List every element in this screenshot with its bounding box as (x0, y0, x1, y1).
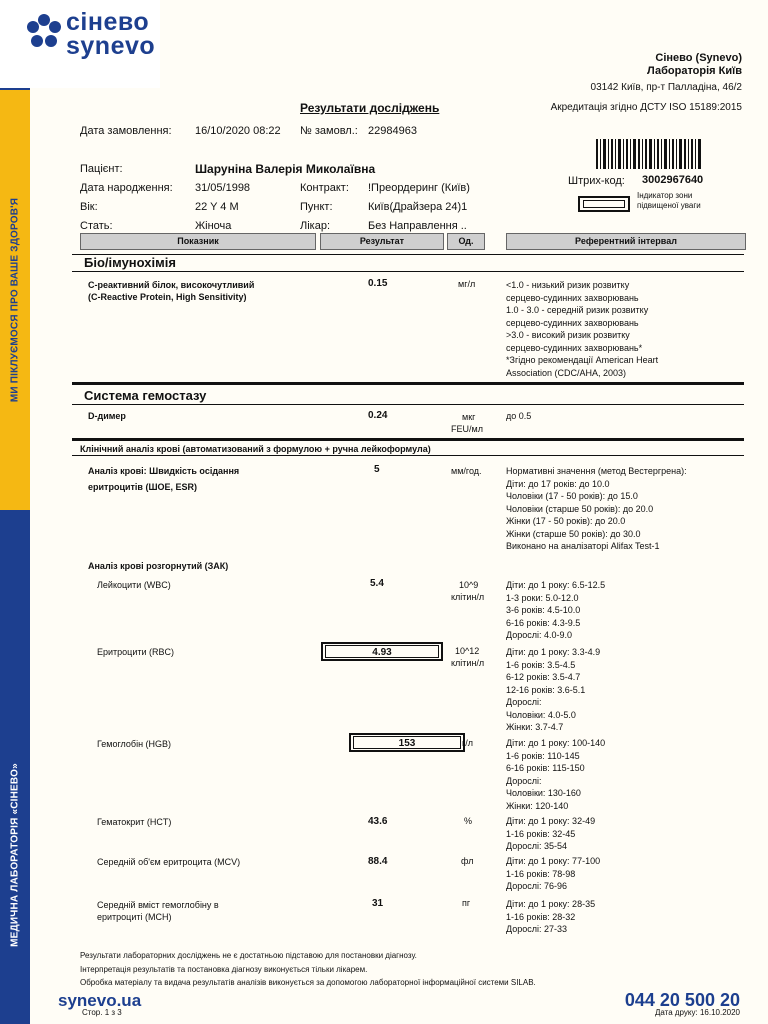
rbc-unit-1: 10^12 (455, 646, 480, 656)
footer-site[interactable]: synevo.ua (58, 991, 142, 1010)
section-divider (72, 404, 744, 405)
barcode-label: Штрих-код: (568, 175, 625, 187)
esr-name-2: еритроцитів (ШОЕ, ESR) (88, 482, 197, 492)
esr-reference: Нормативні значення (метод Вестергрена): Діти: до 17 років: до 10.0 Чоловіки (17 - 50 років): до 15.0 Чоловіки (старше 50 років): до 20.0 Жінки (17 - 50 років): до 20.0 Жінки (старше 50 років): до 30.0 Виконано на аналізаторі Alifax Test-1 (506, 466, 687, 551)
footer-page-number: Стор. 1 з 3 (82, 1008, 122, 1017)
esr-name-1: Аналіз крові: Швидкість осідання (88, 466, 240, 476)
mch-result: 31 (372, 898, 384, 909)
side-slogan: МИ ПІКЛУЄМОСЯ ПРО ВАШЕ ЗДОРОВ'Я (9, 197, 21, 403)
mch-unit: пг (462, 898, 471, 908)
sex-value: Жіноча (195, 220, 232, 232)
order-number-label: № замовл.: (300, 125, 358, 137)
section-divider (72, 382, 744, 385)
column-header-result: Результат (320, 233, 444, 250)
age-label: Вік: (80, 201, 98, 213)
rbc-name: Еритроцити (RBC) (97, 647, 174, 657)
order-date-label: Дата замовлення: (80, 125, 172, 137)
rbc-unit-2: клітин/л (451, 658, 485, 668)
patient-name: Шаруніна Валерія Миколаївна (195, 162, 376, 176)
birth-label: Дата народження: (80, 182, 173, 194)
order-number-value: 22984963 (368, 125, 417, 137)
barcode-number: 3002967640 (642, 174, 704, 186)
section-hemostasis-title: Система гемостазу (84, 388, 207, 403)
rbc-result-box (321, 642, 443, 661)
column-header-name: Показник (80, 233, 316, 250)
logo-text-latin: synevo (66, 32, 156, 60)
wbc-reference: Діти: до 1 року: 6.5-12.5 1-3 роки: 5.0-12.0 3-6 років: 4.5-10.0 6-16 років: 4.3-9.5 Дорослі: 4.0-9.0 (506, 580, 606, 640)
hgb-result-box (349, 733, 465, 752)
section-divider (72, 271, 744, 272)
section-bio-title: Біо/імунохімія (84, 255, 176, 270)
birth-value: 31/05/1998 (195, 182, 251, 194)
sex-label: Стать: (80, 220, 113, 232)
contract-value: !Преордеринг (Київ) (368, 182, 470, 194)
rbc-reference: Діти: до 1 року: 3.3-4.9 1-6 років: 3.5-4.5 6-12 років: 3.5-4.7 12-16 років: 3.6-5.1 Дорослі: Чоловіки: 4.0-5.0 Жінки: 3.7-4.7 (506, 647, 601, 732)
patient-label: Пацієнт: (80, 163, 123, 175)
side-lab-name: МЕДИЧНА ЛАБОРАТОРІЯ «СІНЕВО» (9, 763, 21, 947)
hct-unit: % (464, 816, 473, 826)
crp-reference: <1.0 - низький ризик розвитку серцево-судинних захворювань 1.0 - 3.0 - середній ризик розвитку серцево-судинних захворювань >3.0 - високий ризик розвитку серцево-судинних захворювань* *Згідно рекомендації American Heart Association (CDC/AHA, 2003) (506, 280, 659, 378)
page-title: Результати досліджень (300, 101, 440, 115)
hct-name: Гематокрит (HCT) (97, 817, 172, 827)
hgb-result: 153 (353, 736, 461, 749)
mcv-name: Середній об'єм еритроцита (MCV) (97, 857, 241, 867)
crp-unit: мг/л (458, 279, 476, 289)
wbc-unit-2: клітин/л (451, 592, 485, 602)
column-header-reference: Референтний інтервал (506, 233, 746, 250)
lab-accreditation: Акредитація згідно ДСТУ ISO 15189:2015 (550, 102, 742, 113)
indicator-caption-2: підвищеної уваги (637, 201, 701, 210)
column-header-unit: Од. (447, 233, 485, 250)
ddimer-unit-1: мкг (462, 412, 476, 422)
mch-reference: Діти: до 1 року: 28-35 1-16 років: 28-32 Дорослі: 27-33 (506, 899, 596, 934)
mcv-result: 88.4 (368, 856, 388, 867)
lab-address: 03142 Київ, пр-т Палладіна, 46/2 (590, 82, 742, 93)
ddimer-unit-2: FEU/мл (451, 424, 483, 434)
section-cbc-title: Клінічний аналіз крові (автоматизований з формулою + ручна лейкоформула) (80, 444, 431, 454)
hgb-reference: Діти: до 1 року: 100-140 1-6 років: 110-145 6-16 років: 115-150 Дорослі: Чоловіки: 130-160 Жінки: 120-140 (506, 738, 606, 811)
mcv-unit: фл (461, 856, 474, 866)
crp-name-2: (C-Reactive Protein, High Sensitivity) (88, 292, 247, 302)
esr-result: 5 (374, 464, 380, 475)
hgb-unit: г/л (462, 738, 474, 748)
point-value: Київ(Драйзера 24)1 (368, 201, 468, 213)
hgb-name: Гемоглобін (HGB) (97, 739, 172, 749)
point-label: Пункт: (300, 201, 333, 213)
section-divider (72, 455, 744, 456)
logo-text-cyrillic: сінево (66, 8, 150, 36)
footer-note-1: Результати лабораторних досліджень не є достатньою підставою для постановки діагнозу. (80, 951, 417, 960)
lab-branch: Лабораторія Київ (646, 65, 742, 77)
hct-reference: Діти: до 1 року: 32-49 1-16 років: 32-45 Дорослі: 35-54 (506, 816, 596, 851)
hct-result: 43.6 (368, 816, 388, 827)
wbc-unit-1: 10^9 (459, 580, 479, 590)
section-divider (72, 438, 744, 441)
logo (0, 0, 160, 88)
footer-phone[interactable]: 044 20 500 20 (624, 990, 740, 1010)
order-date-value: 16/10/2020 08:22 (195, 125, 281, 137)
doctor-value: Без Направлення .. (368, 220, 467, 232)
flower-logo-icon (24, 12, 64, 52)
cbc-subtitle: Аналіз крові розгорнутий (ЗАК) (88, 561, 229, 571)
crp-name-1: С-реактивний білок, високочутливий (88, 280, 255, 290)
mch-name-2: еритроциті (MCH) (97, 912, 172, 922)
footer-note-2: Інтерпретація результатів та постановка діагнозу виконується тільки лікарем. (80, 965, 368, 974)
contract-label: Контракт: (300, 182, 349, 194)
barcode-image (596, 139, 702, 169)
mch-name-1: Середній вміст гемоглобіну в (97, 900, 219, 910)
mcv-reference: Діти: до 1 року: 77-100 1-16 років: 78-98 Дорослі: 76-96 (506, 856, 601, 891)
ddimer-result: 0.24 (368, 410, 388, 421)
attention-indicator (578, 196, 630, 212)
wbc-result: 5.4 (370, 578, 384, 589)
footer-note-3: Обробка матеріалу та видача результатів аналізів виконується за допомогою лабораторної інформаційної системи SILAB. (80, 978, 536, 987)
lab-name: Сінево (Synevo) (655, 52, 742, 64)
footer-print-date: Дата друку: 16.10.2020 (654, 1008, 740, 1017)
ddimer-reference: до 0.5 (506, 411, 532, 421)
indicator-caption-1: Індикатор зони (637, 191, 693, 200)
wbc-name: Лейкоцити (WBC) (97, 580, 171, 590)
esr-unit: мм/год. (451, 466, 482, 476)
rbc-result: 4.93 (325, 645, 439, 658)
crp-result: 0.15 (368, 278, 388, 289)
doctor-label: Лікар: (300, 220, 331, 232)
ddimer-name: D-димер (88, 411, 126, 421)
age-value: 22 Y 4 M (195, 201, 239, 213)
